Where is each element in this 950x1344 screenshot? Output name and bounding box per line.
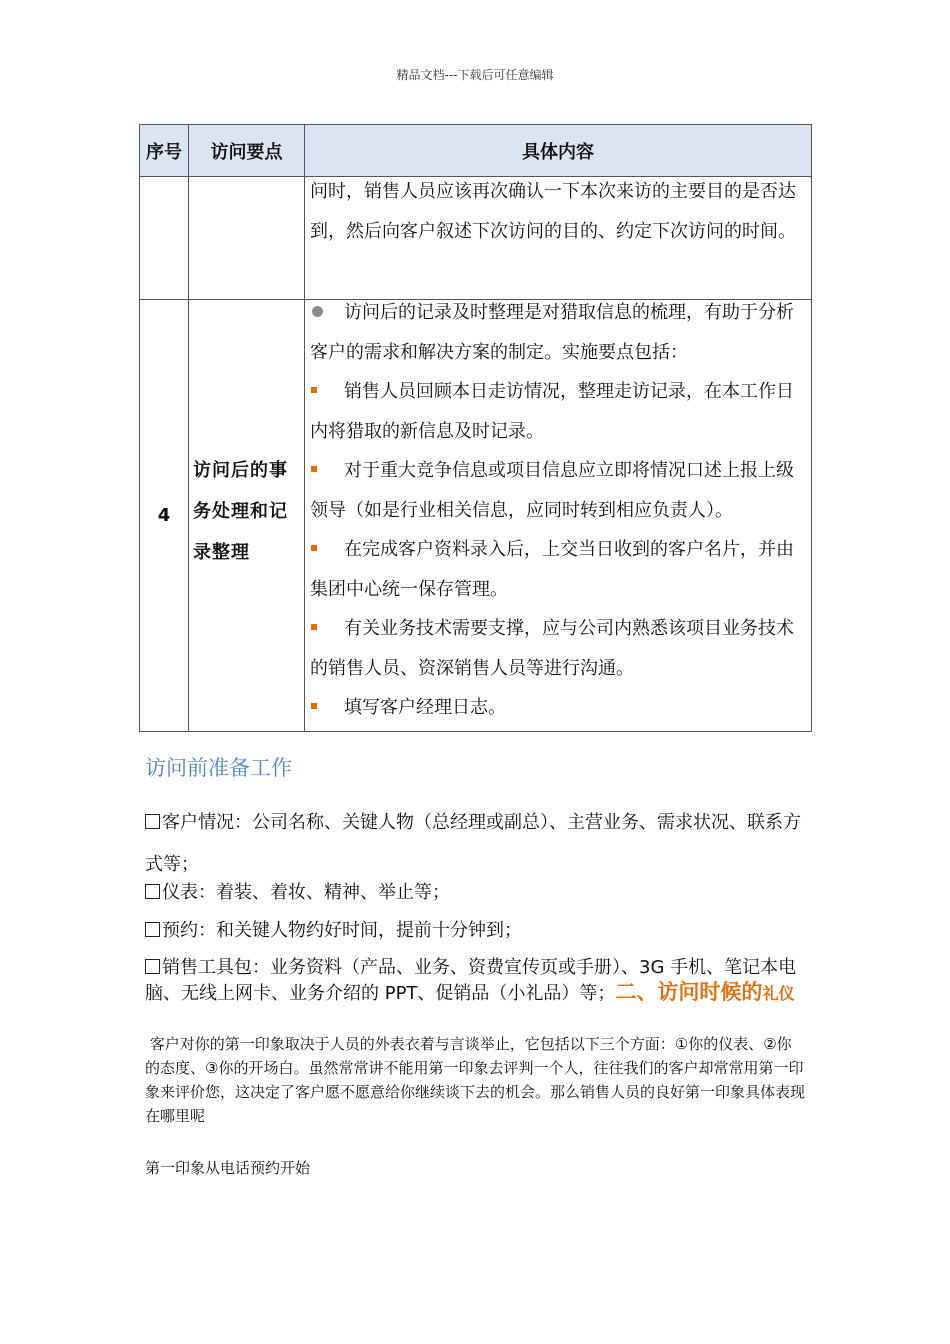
content-cell [305,300,812,732]
content-table [139,124,812,732]
square-bullet-icon [311,624,317,630]
col-header-point: 访问要点 [189,125,305,177]
checkbox-icon [145,959,160,974]
intro-text: 访问后的记录及时整理是对猎取信息的梳理，有助于分析客户的需求和解决方案的制定。实施要点包括： [310,302,794,363]
page-watermark: 精品文档---下载后可任意编辑 [396,68,554,82]
prep-item-appointment: 预约：和关键人物约好时间，提前十分钟到； [145,916,805,946]
content-cell [305,177,812,300]
row-point: 访问后的事务处理和记录整理 [189,300,305,732]
prep-item-toolkit: 销售工具包：业务资料（产品、业务、资费宣传页或手册）、3G 手机、笔记本电脑、无线上网卡、业务介绍的 PPT、促销品（小礼品）等；二、访问时候的礼仪 [145,957,797,1004]
square-bullet-icon [311,466,317,472]
list-item: 销售人员回顾本日走访情况，整理走访记录，在本工作日内将猎取的新信息及时记录。 [310,381,794,442]
list-item: 在完成客户资料录入后，上交当日收到的客户名片，并由集团中心统一保存管理。 [310,539,794,600]
first-impression-line: 第一印象从电话预约开始 [145,1159,311,1177]
prep-item-customer: 客户情况：公司名称、关键人物（总经理或副总）、主营业务、需求状况、联系方式等； [145,812,801,875]
circle-bullet-icon [312,306,323,317]
continued-content-text: 问时，销售人员应该再次确认一下本次来访的主要目的是否达到，然后向客户叙述下次访问的目的、约定下次访问的时间。 [310,181,796,242]
table-header-row [140,125,812,177]
list-item: 对于重大竞争信息或项目信息应立即将情况口述上报上级领导（如是行业相关信息，应同时转到相应负责人）。 [310,460,794,521]
section-title-prep: 访问前准备工作 [145,756,292,780]
list-item: 填写客户经理日志。 [310,688,807,728]
checkbox-icon [145,884,160,899]
col-header-number: 序号 [140,125,189,177]
row-number: 4 [140,300,189,732]
checkbox-icon [145,922,160,937]
prep-item-appearance: 仪表：着装、着妆、精神、举止等； [145,878,805,908]
point-cell-empty [189,177,305,300]
table-row [140,300,812,732]
square-bullet-icon [311,387,317,393]
checkbox-icon [145,814,160,829]
square-bullet-icon [311,703,317,709]
square-bullet-icon [311,545,317,551]
intro-item [310,293,807,372]
etiquette-paragraph: 客户对你的第一印象取决于人员的外表衣着与言谈举止，它包括以下三个方面：①你的仪表、②你的态度、③你的开场白。虽然常常讲不能用第一印象去评判一个人，往往我们的客户却常常用第一印象来评价您，这决定了客户愿不愿意给你继续谈下去的机会。那么销售人员的良好第一印象具体表现在哪里呢 [145,1035,806,1125]
list-item: 有关业务技术需要支撑，应与公司内熟悉该项目业务技术的销售人员、资深销售人员等进行沟通。 [310,618,794,679]
col-header-content: 具体内容 [305,125,812,177]
number-cell-empty [140,177,189,300]
section-heading-etiquette: 二、访问时候的 [615,980,763,1004]
table-row [140,177,812,300]
section-heading-etiquette-suffix: 礼仪 [762,984,795,1003]
